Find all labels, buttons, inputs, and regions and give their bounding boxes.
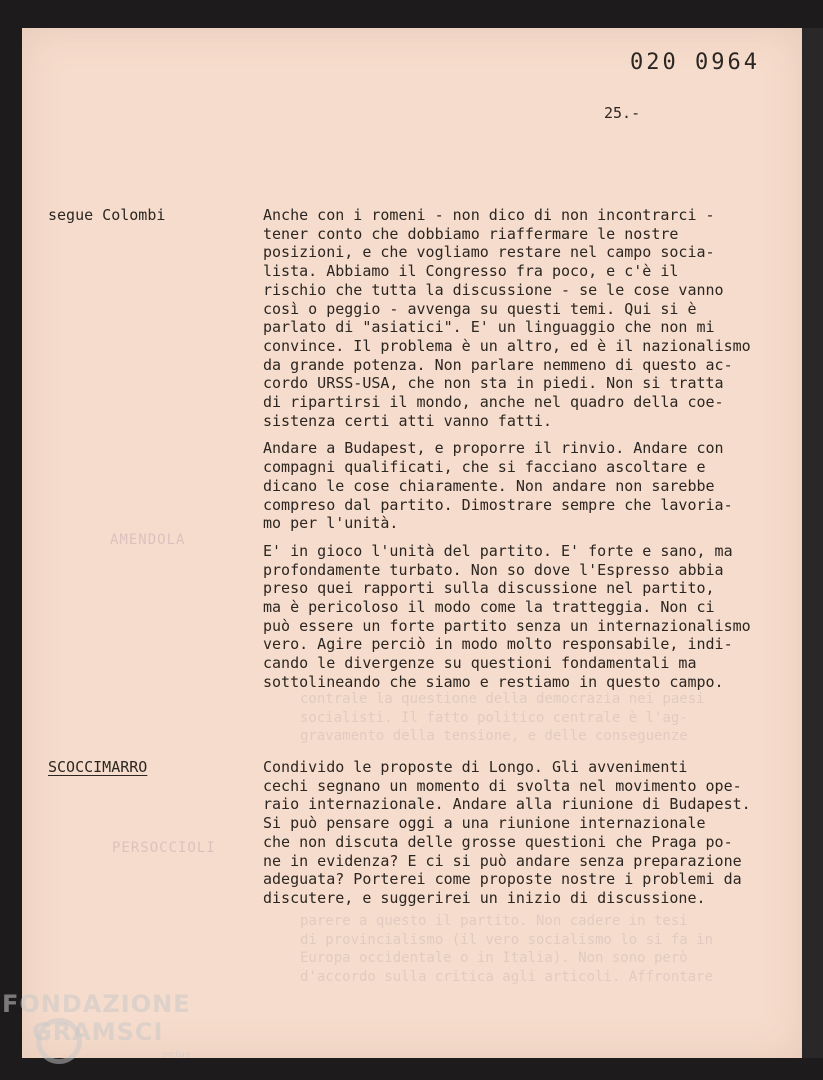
speech-paragraph: Andare a Budapest, e proporre il rinvio. Andare con compagni qualificati, che si facciano ascoltare e dicano le cose chiaramente. Non andare non sarebbe compreso dal partito. Dimostrare sempre che lavoria- mo per l'unità. xyxy=(263,439,733,533)
archive-watermark xyxy=(2,990,192,1060)
speech-block xyxy=(263,758,778,917)
watermark-logo-icon xyxy=(36,1018,82,1064)
scan-edge xyxy=(802,28,823,1058)
speech-paragraph: E' in gioco l'unità del partito. E' forte e sano, ma profondamente turbato. Non so dove l'Espresso abbia preso quei rapporti sulla discussione nel partito, ma è pericoloso il modo come la tratteggia. Non ci può essere un forte partito senza un internazionalismo vero. Agire perciò in modo molto responsabile, indi- cando le divergenze su questioni fondamentali ma sottolineando che siamo e restiamo in questo campo. xyxy=(263,541,751,691)
document-number: 020 0964 xyxy=(630,50,760,75)
speech-block xyxy=(263,206,778,701)
page-number: 25.- xyxy=(604,104,641,122)
speech-paragraph: Anche con i romeni - non dico di non incontrarci - tener conto che dobbiamo riaffermare le nostre posizioni, e che vogliamo restare nel campo socia- lista. Abbiamo il Congresso fra poco, e c'è il rischio che tutta la discussione - se le cose vanno così o peggio - avvenga su questi temi. Qui si è parlato di "asiatici". E' un linguaggio che non mi convince. Il problema è un altro, ed è il nazionalismo da grande potenza. Non parlare nemmeno di questo ac- cordo URSS-USA, che non sta in piedi. Non si tratta di ripartirsi il mondo, anche nel quadro della coe- sistenza certi atti vanno fatti. xyxy=(263,206,751,430)
speaker-label: SCOCCIMARRO xyxy=(48,758,148,776)
watermark-line2: GRAMSCI xyxy=(32,1018,164,1046)
bleed-through-name-1: AMENDOLA xyxy=(110,532,186,548)
speaker-label: segue Colombi xyxy=(48,206,166,224)
speech-paragraph: Condivido le proposte di Longo. Gli avvenimenti cechi segnano un momento di svolta nel movimento ope- raio internazionale. Andare alla riunione di Budapest. Si può pensare oggi a una riunione internazionale che non discuta delle grosse questioni che Praga po- ne in evidenza? E ci si può andare senza preparazione adeguata? Porterei come proposte nostre i problemi da discutere, e suggerirei un inizio di discussione. xyxy=(263,758,751,907)
watermark-sub: onlus xyxy=(162,1050,192,1060)
bleed-through-text-2: parere a questo il partito. Non cadere in tesi di provincialismo (il vero socialismo lo si fa in Europa occidentale o in Italia). Non sono però d'accordo sulla critica agli articoli. Affrontare xyxy=(300,913,714,985)
watermark-line1: FONDAZIONE xyxy=(2,990,191,1018)
bleed-through-name-2: PERSOCCIOLI xyxy=(112,840,216,856)
bleed-through-text: contrale la questione della democrazia nei paesi socialisti. Il fatto politico centrale è l'ag- gravamento della tensione, e delle conseguenze xyxy=(300,691,705,744)
